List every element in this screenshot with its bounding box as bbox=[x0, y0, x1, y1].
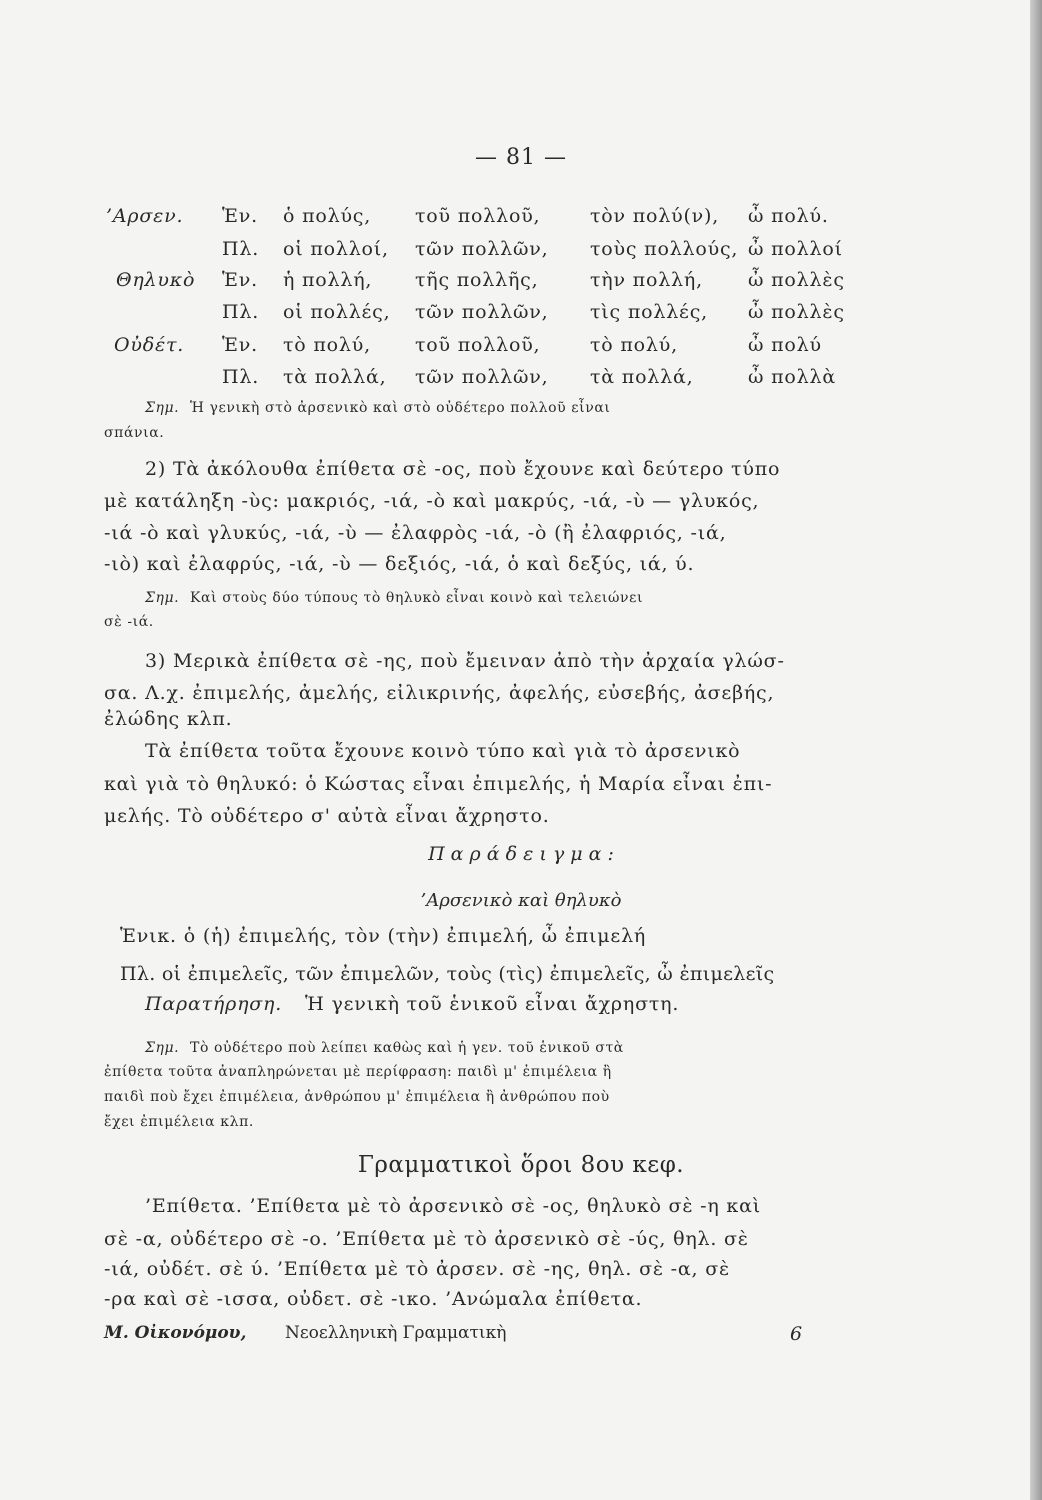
accusative: τὸν πολύ(ν), bbox=[590, 205, 720, 227]
number-label: Ἑν. bbox=[222, 334, 258, 356]
genitive: τοῦ πολλοῦ, bbox=[415, 205, 541, 227]
paragraph-line: ἐλώδης κλπ. bbox=[104, 708, 233, 730]
vocative: ὦ πολλὰ bbox=[748, 366, 836, 388]
vocative: ὦ πολύ bbox=[748, 334, 822, 356]
nominative: οἱ πολλοί, bbox=[283, 238, 389, 260]
genitive: τοῦ πολλοῦ, bbox=[415, 334, 541, 356]
section-line: ’Επίθετα. ’Επίθετα μὲ τὸ ἀρσενικὸ σὲ -ος, θηλυκὸ σὲ -η καὶ bbox=[145, 1195, 761, 1217]
example-line: Ἑνικ. ὁ (ἡ) ἐπιμελής, τὸν (τὴν) ἐπιμελή, ὦ ἐπιμελή bbox=[120, 925, 647, 947]
note-label: Σημ. bbox=[145, 590, 180, 606]
genitive: τῶν πολλῶν, bbox=[415, 238, 549, 260]
number-label: Ἑν. bbox=[222, 269, 258, 291]
observation-label: Παρατήρηση. bbox=[145, 993, 283, 1015]
paragraph-line: μὲ κατάληξη -ὺς: μακριός, -ιά, -ὸ καὶ μακρύς, -ιά, -ὺ — γλυκός, bbox=[104, 490, 760, 512]
number-label: Πλ. bbox=[222, 238, 260, 260]
section-line: σὲ -α, οὐδέτερο σὲ -ο. ’Επίθετα μὲ τὸ ἀρσενικὸ σὲ -ύς, θηλ. σὲ bbox=[104, 1228, 749, 1250]
note-text: Τὸ οὐδέτερο ποὺ λείπει καθὼς καὶ ἡ γεν. τοῦ ἑνικοῦ στὰ bbox=[190, 1040, 624, 1056]
observation-text: Ἡ γενικὴ τοῦ ἑνικοῦ εἶναι ἄχρηστη. bbox=[305, 993, 680, 1015]
nominative: οἱ πολλές, bbox=[283, 301, 391, 323]
note-label: Σημ. bbox=[145, 400, 180, 416]
note-text: ἔχει ἐπιμέλεια κλπ. bbox=[104, 1114, 254, 1130]
section-line: -ιά, οὐδέτ. σὲ ύ. ’Επίθετα μὲ τὸ ἀρσεν. σὲ -ης, θηλ. σὲ -α, σὲ bbox=[104, 1258, 730, 1280]
gender-label: Θηλυκὸ bbox=[116, 269, 196, 291]
vocative: ὦ πολλὲς bbox=[748, 269, 845, 291]
nominative: τὰ πολλά, bbox=[283, 366, 387, 388]
note-text: Καὶ στοὺς δύο τύπους τὸ θηλυκὸ εἶναι κοινὸ καὶ τελειώνει bbox=[190, 590, 644, 606]
note-text: σπάνια. bbox=[104, 425, 165, 441]
example-subtitle: ’Αρσενικὸ καὶ θηλυκὸ bbox=[420, 890, 622, 911]
paragraph-line: Τὰ ἐπίθετα τοῦτα ἔχουνε κοινὸ τύπο καὶ γιὰ τὸ ἀρσενικὸ bbox=[145, 740, 741, 762]
note-label: Σημ. bbox=[145, 1040, 180, 1056]
gender-label: ’Αρσεν. bbox=[106, 205, 184, 227]
paragraph-line: σα. Λ.χ. ἐπιμελής, ἀμελής, εἰλικρινής, ἀφελής, εὐσεβής, ἀσεβής, bbox=[104, 682, 775, 704]
paragraph-line: καὶ γιὰ τὸ θηλυκό: ὁ Κώστας εἶναι ἐπιμελής, ἡ Μαρία εἶναι ἐπι- bbox=[104, 773, 773, 795]
paragraph-line: -ιά -ὸ καὶ γλυκύς, -ιά, -ὺ — ἐλαφρὸς -ιά, -ὸ (ἢ ἐλαφριός, -ιά, bbox=[104, 522, 727, 544]
note-text: Ἡ γενικὴ στὸ ἀρσενικὸ καὶ στὸ οὐδέτερο πολλοῦ εἶναι bbox=[190, 400, 611, 416]
paragraph-line: 3) Μερικὰ ἐπίθετα σὲ -ης, ποὺ ἔμειναν ἀπὸ τὴν ἀρχαία γλώσ- bbox=[145, 650, 785, 672]
section-heading: Γραμματικοὶ ὅροι 8ου κεφ. bbox=[357, 1152, 685, 1178]
vocative: ὦ πολλοί bbox=[748, 238, 843, 260]
number-label: Ἑν. bbox=[222, 205, 258, 227]
paragraph-line: 2) Τὰ ἀκόλουθα ἐπίθετα σὲ -ος, ποὺ ἔχουνε καὶ δεύτερο τύπο bbox=[145, 458, 781, 480]
accusative: τὴν πολλή, bbox=[590, 269, 703, 291]
vocative: ὦ πολλὲς bbox=[748, 301, 845, 323]
accusative: τὸ πολύ, bbox=[590, 334, 678, 356]
note-text: σὲ -ιά. bbox=[104, 614, 154, 630]
note-text: ἐπίθετα τοῦτα ἀναπληρώνεται μὲ περίφραση: παιδὶ μ' ἐπιμέλεια ἢ bbox=[104, 1064, 612, 1080]
page-edge bbox=[1030, 0, 1042, 1500]
accusative: τὶς πολλές, bbox=[590, 301, 708, 323]
example-title: Π α ρ ά δ ε ι γ μ α : bbox=[428, 843, 614, 865]
gender-label: Οὐδέτ. bbox=[114, 334, 185, 356]
note-text: παιδὶ ποὺ ἔχει ἐπιμέλεια, ἀνθρώπου μ' ἐπιμέλεια ἢ ἀνθρώπου ποὺ bbox=[104, 1089, 610, 1105]
footer-author: Μ. Οἰκονόμου, bbox=[104, 1323, 247, 1343]
paragraph-line: -ιὸ) καὶ ἐλαφρύς, -ιά, -ὺ — δεξιός, -ιά, ὁ καὶ δεξύς, ιά, ύ. bbox=[104, 553, 695, 575]
page-number: — 81 — bbox=[475, 145, 567, 170]
vocative: ὦ πολύ. bbox=[748, 205, 829, 227]
footer-book-title: Νεοελληνικὴ Γραμματικὴ bbox=[285, 1323, 507, 1343]
example-line: Πλ. οἱ ἐπιμελεῖς, τῶν ἐπιμελῶν, τοὺς (τὶς) ἐπιμελεῖς, ὦ ἐπιμελεῖς bbox=[120, 963, 775, 985]
number-label: Πλ. bbox=[222, 366, 260, 388]
section-line: -ρα καὶ σὲ -ισσα, οὐδετ. σὲ -ικο. ’Ανώμαλα ἐπίθετα. bbox=[104, 1288, 643, 1310]
nominative: ὁ πολύς, bbox=[283, 205, 372, 227]
nominative: τὸ πολύ, bbox=[283, 334, 371, 356]
accusative: τοὺς πολλούς, bbox=[590, 238, 739, 260]
genitive: τῆς πολλῆς, bbox=[415, 269, 539, 291]
paragraph-line: μελής. Τὸ οὐδέτερο σ' αὐτὰ εἶναι ἄχρηστο. bbox=[104, 805, 550, 827]
number-label: Πλ. bbox=[222, 301, 260, 323]
accusative: τὰ πολλά, bbox=[590, 366, 694, 388]
genitive: τῶν πολλῶν, bbox=[415, 301, 549, 323]
genitive: τῶν πολλῶν, bbox=[415, 366, 549, 388]
nominative: ἡ πολλή, bbox=[283, 269, 373, 291]
footer-signature: 6 bbox=[790, 1323, 803, 1345]
